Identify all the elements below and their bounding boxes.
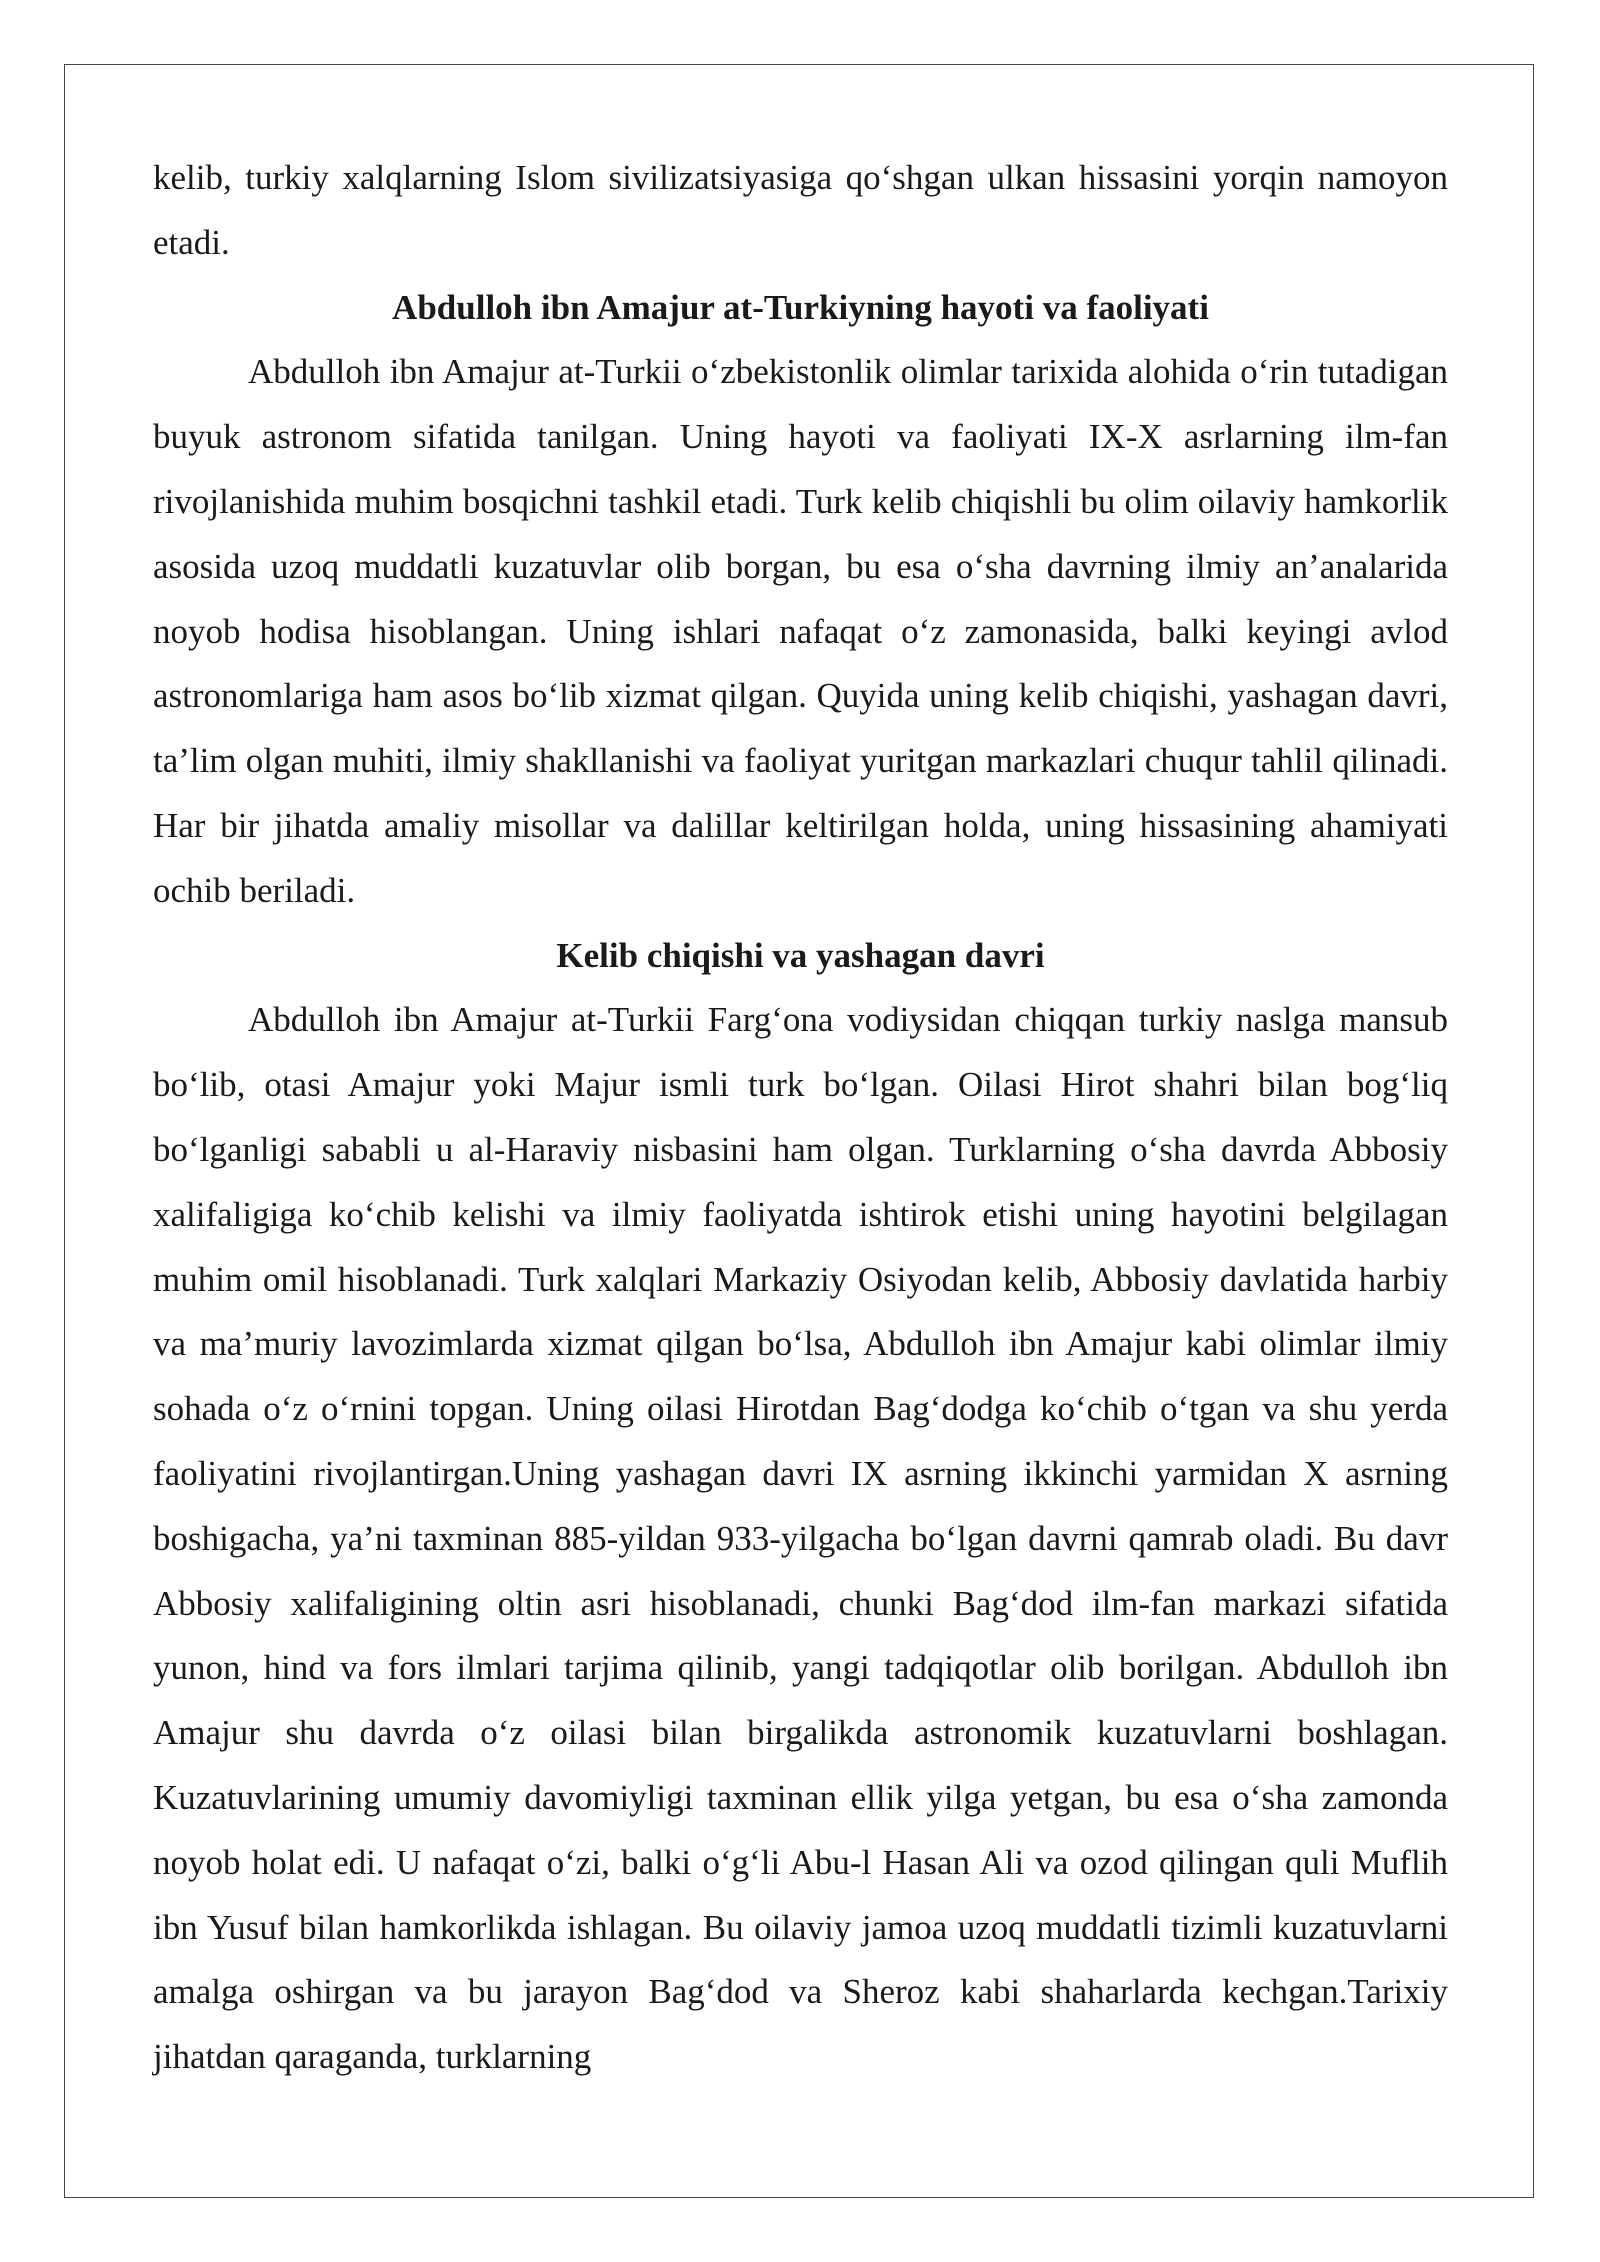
paragraph-intro-continuation: kelib, turkiy xalqlarning Islom sivilizatsiyasiga qo‘shgan ulkan hissasini yorqin namoyon etadi. — [153, 158, 1448, 262]
section-heading-origin-and-era: Kelib chiqishi va yashagan davri — [556, 935, 1045, 975]
paragraph-origin-and-era: Abdulloh ibn Amajur at-Turkii Farg‘ona vodiysidan chiqqan turkiy naslga mansub bo‘lib, otasi Amajur yoki Majur ismli turk bo‘lgan. Oilasi Hirot shahri bilan bog‘liq bo‘lganligi sababli u al-Haraviy nisbasini ham olgan. Turklarning o‘sha davrda Abbosiy xalifaligiga ko‘chib kelishi va ilmiy faoliyatda ishtirok etishi uning hayotini belgilagan muhim omil hisoblanadi. Turk xalqlari Markaziy Osiyodan kelib, Abbosiy davlatida harbiy va ma’muriy lavozimlarda xizmat qilgan bo‘lsa, Abdulloh ibn Amajur kabi olimlar ilmiy sohada o‘z o‘rnini topgan. Uning oilasi Hirotdan Bag‘dodga ko‘chib o‘tgan va shu yerda faoliyatini rivojlantirgan.Uning yashagan davri IX asrning ikkinchi yarmidan X asrning boshigacha, ya’ni taxminan 885-yildan 933-yilgacha bo‘lgan davrni qamrab oladi. Bu davr Abbosiy xalifaligining oltin asri hisoblanadi, chunki Bag‘dod ilm-fan markazi sifatida yunon, hind va fors ilmlari tarjima qilinib, yangi tadqiqotlar olib borilgan. Abdulloh ibn Amajur shu davrda o‘z oilasi bilan birgalikda astronomik kuzatuvlarni boshlagan. Kuzatuvlarining umumiy davomiyligi taxminan ellik yilga yetgan, bu esa o‘sha zamonda noyob holat edi. U nafaqat o‘zi, balki o‘g‘li Abu-l Hasan Ali va ozod qilingan quli Muflih ibn Yusuf bilan hamkorlikda ishlagan. Bu oilaviy jamoa uzoq muddatli tizimli kuzatuvlarni amalga oshirgan va bu jarayon Bag‘dod va Sheroz kabi shaharlarda kechgan.Tarixiy jihatdan qaraganda, turklarning — [153, 1000, 1448, 2077]
section-heading-life-and-activity: Abdulloh ibn Amajur at-Turkiyning hayoti va faoliyati — [392, 287, 1209, 327]
document-body — [153, 146, 1448, 2090]
paragraph-life-overview: Abdulloh ibn Amajur at-Turkii o‘zbekistonlik olimlar tarixida alohida o‘rin tutadigan buyuk astronom sifatida tanilgan. Uning hayoti va faoliyati IX-X asrlarning ilm-fan rivojlanishida muhim bosqichni tashkil etadi. Turk kelib chiqishli bu olim oilaviy hamkorlik asosida uzoq muddatli kuzatuvlar olib borgan, bu esa o‘sha davrning ilmiy an’analarida noyob hodisa hisoblangan. Uning ishlari nafaqat o‘z zamonasida, balki keyingi avlod astronomlariga ham asos bo‘lib xizmat qilgan. Quyida uning kelib chiqishi, yashagan davri, ta’lim olgan muhiti, ilmiy shakllanishi va faoliyat yuritgan markazlari chuqur tahlil qilinadi. Har bir jihatda amaliy misollar va dalillar keltirilgan holda, uning hissasining ahamiyati ochib beriladi. — [153, 352, 1448, 910]
